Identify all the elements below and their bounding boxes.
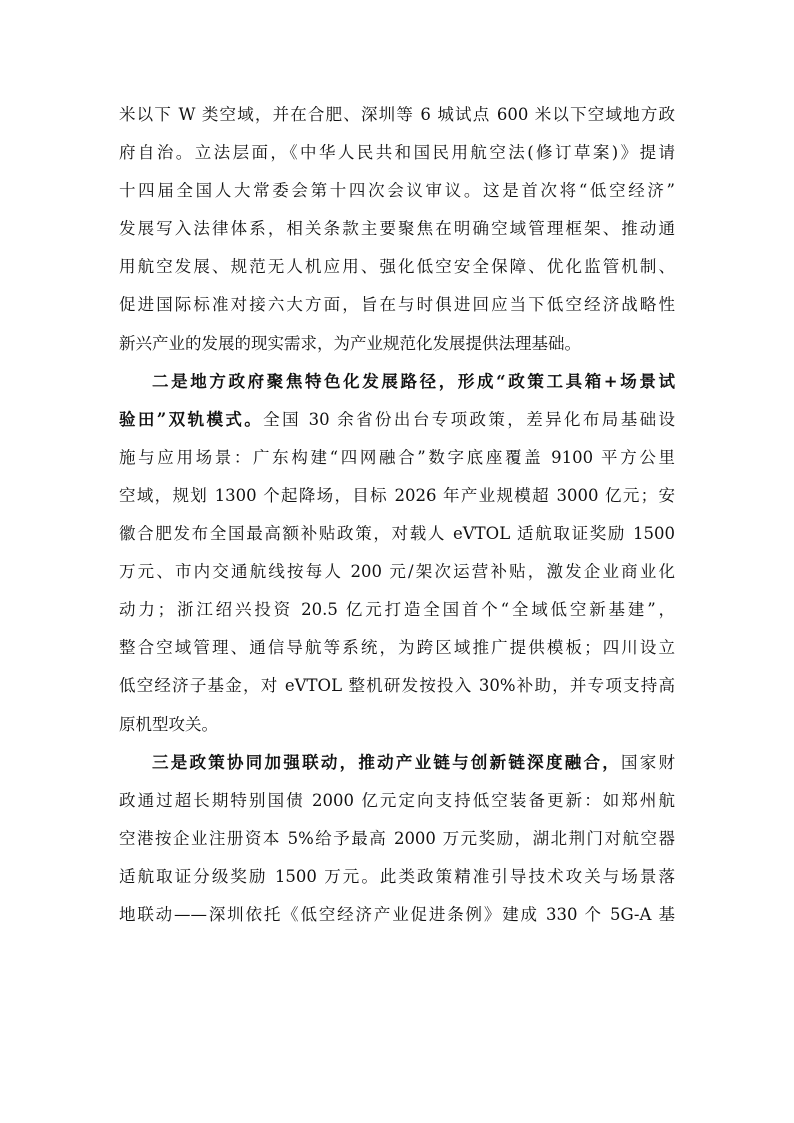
p3-line-1-text: 国家财 xyxy=(620,752,676,772)
p2-line-2 xyxy=(119,401,675,439)
p1-line-3: 十四届全国人大常委会第十四次会议审议。这是首次将“低空经济” xyxy=(119,181,675,201)
p2-line-2-text: 全国 30 余省份出台专项政策，差异化布局基础设 xyxy=(263,409,675,429)
p2-line-10: 原机型攻关。 xyxy=(119,714,218,734)
p1-line-1: 米以下 W 类空域，并在合肥、深圳等 6 城试点 600 米以下空域地方政 xyxy=(119,105,675,124)
p2-line-6: 万元、市内交通航线按每人 200 元/架次运营补贴，激发企业商业化 xyxy=(119,562,675,582)
p2-heading-line-1: 二是地方政府聚焦特色化发展路径，形成“政策工具箱+场景试 xyxy=(152,371,675,391)
p1-line-7: 新兴产业的发展的现实需求，为产业规范化发展提供法理基础。 xyxy=(119,333,581,353)
p1-line-6: 促进国际标准对接六大方面，旨在与时俱进回应当下低空经济战略性 xyxy=(119,295,675,315)
p2-line-8: 整合空域管理、通信导航等系统，为跨区域推广提供模板；四川设立 xyxy=(119,638,675,658)
p3-line-5: 地联动——深圳依托《低空经济产业促进条例》建成 330 个 5G-A 基 xyxy=(119,904,675,924)
p2-heading-line-2: 验田”双轨模式。 xyxy=(119,409,264,429)
p3-line-4: 适航取证分级奖励 1500 万元。此类政策精准引导技术攻关与场景落 xyxy=(119,866,675,886)
p1-line-5: 用航空发展、规范无人机应用、强化低空安全保障、优化监管机制、 xyxy=(119,257,675,277)
p2-line-3: 施与应用场景：广东构建“四网融合”数字底座覆盖 9100 平方公里 xyxy=(119,447,675,467)
p3-line-1 xyxy=(119,744,675,782)
p2-line-9: 低空经济子基金，对 eVTOL 整机研发按投入 30%补助，并专项支持高 xyxy=(119,676,675,696)
p2-line-4: 空域，规划 1300 个起降场，目标 2026 年产业规模超 3000 亿元；安 xyxy=(119,485,675,505)
p1-line-2: 府自治。立法层面，《中华人民共和国民用航空法(修订草案)》提请 xyxy=(119,143,675,163)
p2-line-5: 徽合肥发布全国最高额补贴政策，对载人 eVTOL 适航取证奖励 1500 xyxy=(119,524,675,544)
document-body xyxy=(119,96,675,934)
p1-line-4: 发展写入法律体系，相关条款主要聚焦在明确空域管理框架、推动通 xyxy=(119,219,675,239)
p3-line-2: 政通过超长期特别国债 2000 亿元定向支持低空装备更新：如郑州航 xyxy=(119,790,675,810)
p3-heading: 三是政策协同加强联动，推动产业链与创新链深度融合， xyxy=(152,752,621,772)
p3-line-3: 空港按企业注册资本 5%给予最高 2000 万元奖励，湖北荆门对航空器 xyxy=(119,828,675,848)
p2-line-7: 动力；浙江绍兴投资 20.5 亿元打造全国首个“全域低空新基建”， xyxy=(119,600,675,620)
